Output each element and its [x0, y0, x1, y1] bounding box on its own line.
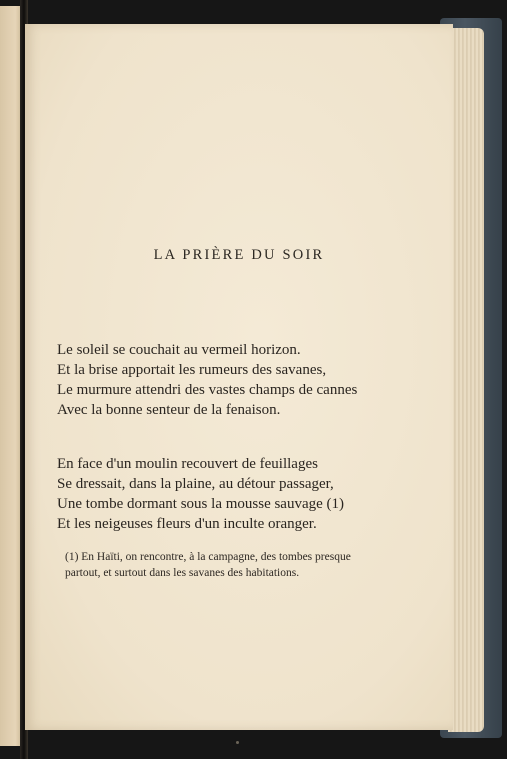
scan-speck	[236, 741, 239, 744]
verse-line: Une tombe dormant sous la mousse sauvage (1)	[57, 496, 345, 512]
verse-line: Le soleil se couchait au vermeil horizon.	[57, 342, 301, 358]
verse-line: Se dressait, dans la plaine, au détour passager,	[57, 476, 334, 492]
page	[25, 24, 453, 730]
verse-line: Le murmure attendri des vastes champs de cannes	[57, 382, 358, 398]
verse-line: Avec la bonne senteur de la fenaison.	[57, 402, 281, 418]
footnote-line: (1) En Haïti, on rencontre, à la campagne, des tombes presque	[65, 551, 351, 563]
footnote	[57, 549, 417, 581]
stanza-1	[57, 340, 447, 420]
page-edges-stack	[448, 28, 484, 732]
poem-title: LA PRIÈRE DU SOIR	[153, 247, 325, 263]
verse-line: Et les neigeuses fleurs d'un inculte oranger.	[57, 516, 317, 532]
footnote-line: partout, et surtout dans les savanes des habitations.	[65, 567, 300, 579]
previous-page-sliver	[0, 6, 22, 746]
stanza-2	[57, 454, 447, 534]
verse-line: En face d'un moulin recouvert de feuillages	[57, 456, 318, 472]
verse-line: Et la brise apportait les rumeurs des savanes,	[57, 362, 327, 378]
